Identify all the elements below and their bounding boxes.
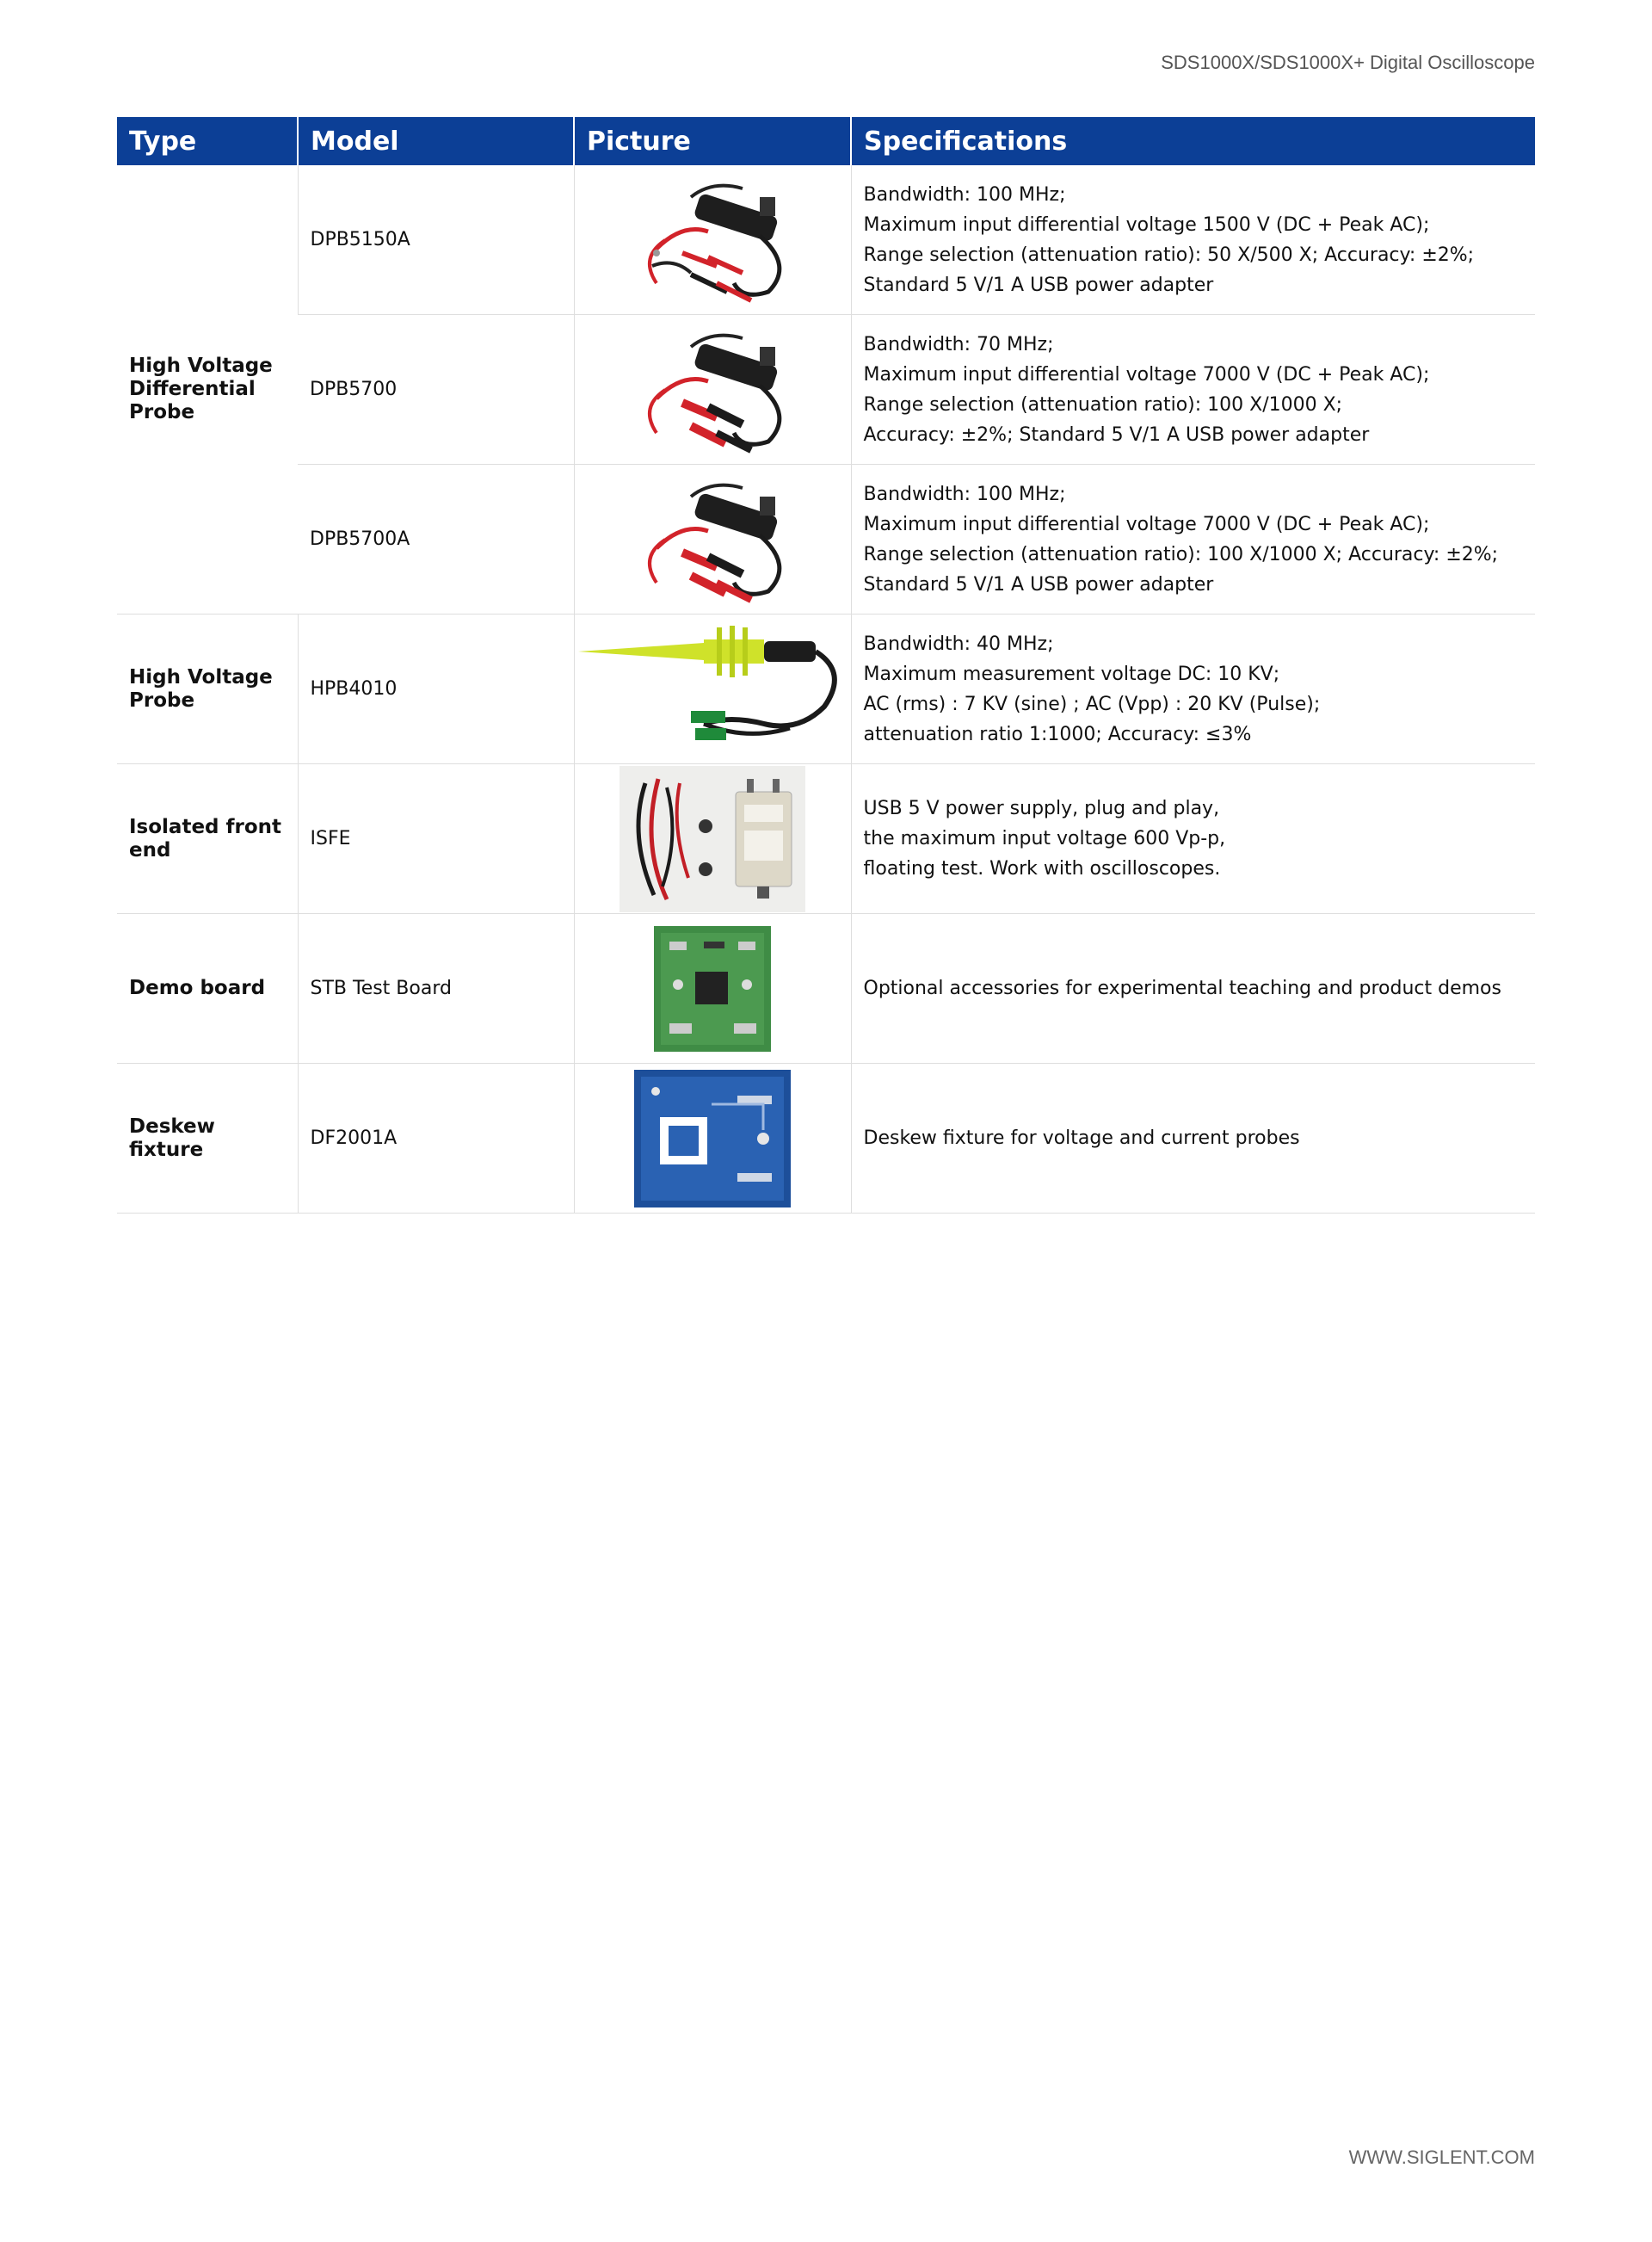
specifications-cell [851,465,1535,615]
differential-probe-image [631,171,794,309]
spec-line: Bandwidth: 40 MHz; [863,633,1054,655]
picture-cell [574,615,851,764]
table-row [117,1064,1535,1214]
picture-cell [574,764,851,914]
spec-line: Deskew fixture for voltage and current probes [863,1127,1300,1149]
model-cell: DPB5700 [298,315,574,465]
type-cell: High Voltage Differential Probe [117,165,298,615]
high-voltage-probe-image [575,621,852,758]
model-cell: STB Test Board [298,914,574,1064]
column-header-model: Model [298,117,574,165]
spec-line: Bandwidth: 70 MHz; [863,333,1054,355]
table-row [117,465,1535,615]
model-cell: DPB5700A [298,465,574,615]
spec-line: Standard 5 V/1 A USB power adapter [863,573,1214,596]
document-footer-url: WWW.SIGLENT.COM [1348,2146,1535,2168]
spec-line: Standard 5 V/1 A USB power adapter [863,274,1214,296]
table-row [117,315,1535,465]
model-cell: DPB5150A [298,165,574,315]
spec-line: attenuation ratio 1:1000; Accuracy: ≤3% [863,723,1252,745]
spec-line: Range selection (attenuation ratio): 100 X/1000 X; Accuracy: ±2%; [863,543,1499,565]
model-cell: ISFE [298,764,574,914]
specifications-cell [851,165,1535,315]
spec-line: Bandwidth: 100 MHz; [863,183,1066,206]
spec-line: AC (rms) : 7 KV (sine) ; AC (Vpp) : 20 KV (Pulse); [863,693,1321,715]
spec-line: Maximum input differential voltage 1500 V (DC + Peak AC); [863,213,1430,236]
type-cell: Demo board [117,914,298,1064]
table-row [117,165,1535,315]
column-header-specifications: Specifications [851,117,1535,165]
table-row [117,914,1535,1064]
type-cell: High Voltage Probe [117,615,298,764]
document-header-title: SDS1000X/SDS1000X+ Digital Oscilloscope [1161,52,1535,73]
spec-line: floating test. Work with oscilloscopes. [863,858,1221,880]
spec-line: Maximum measurement voltage DC: 10 KV; [863,663,1280,685]
specifications-cell [851,315,1535,465]
column-header-type: Type [117,117,298,165]
spec-line: Maximum input differential voltage 7000 V (DC + Peak AC); [863,513,1430,535]
model-cell: DF2001A [298,1064,574,1214]
picture-cell [574,914,851,1064]
spec-line: Accuracy: ±2%; Standard 5 V/1 A USB power adapter [863,423,1370,446]
spec-line: Bandwidth: 100 MHz; [863,483,1066,505]
specifications-cell [851,764,1535,914]
differential-probe-image [631,471,794,608]
spec-line: Maximum input differential voltage 7000 V (DC + Peak AC); [863,363,1430,386]
picture-cell [574,315,851,465]
specifications-cell [851,615,1535,764]
specifications-cell [851,914,1535,1064]
spec-line: USB 5 V power supply, plug and play, [863,798,1220,819]
type-cell: Isolated front end [117,764,298,914]
table-row [117,764,1535,914]
table-row [117,615,1535,764]
model-cell: HPB4010 [298,615,574,764]
demo-board-image [652,924,773,1053]
spec-line: Range selection (attenuation ratio): 50 X/500 X; Accuracy: ±2%; [863,244,1475,266]
specifications-cell [851,1064,1535,1214]
spec-line: Optional accessories for experimental teaching and product demos [863,978,1501,999]
picture-cell [574,1064,851,1214]
isolated-front-end-image [620,766,805,912]
accessories-table [117,117,1535,1214]
picture-cell [574,165,851,315]
spec-line: the maximum input voltage 600 Vp-p, [863,828,1226,849]
picture-cell [574,465,851,615]
deskew-fixture-image [634,1070,791,1207]
differential-probe-image [631,321,794,459]
table-header-row [117,117,1535,165]
type-cell: Deskew fixture [117,1064,298,1214]
spec-line: Range selection (attenuation ratio): 100 X/1000 X; [863,393,1343,416]
column-header-picture: Picture [574,117,851,165]
